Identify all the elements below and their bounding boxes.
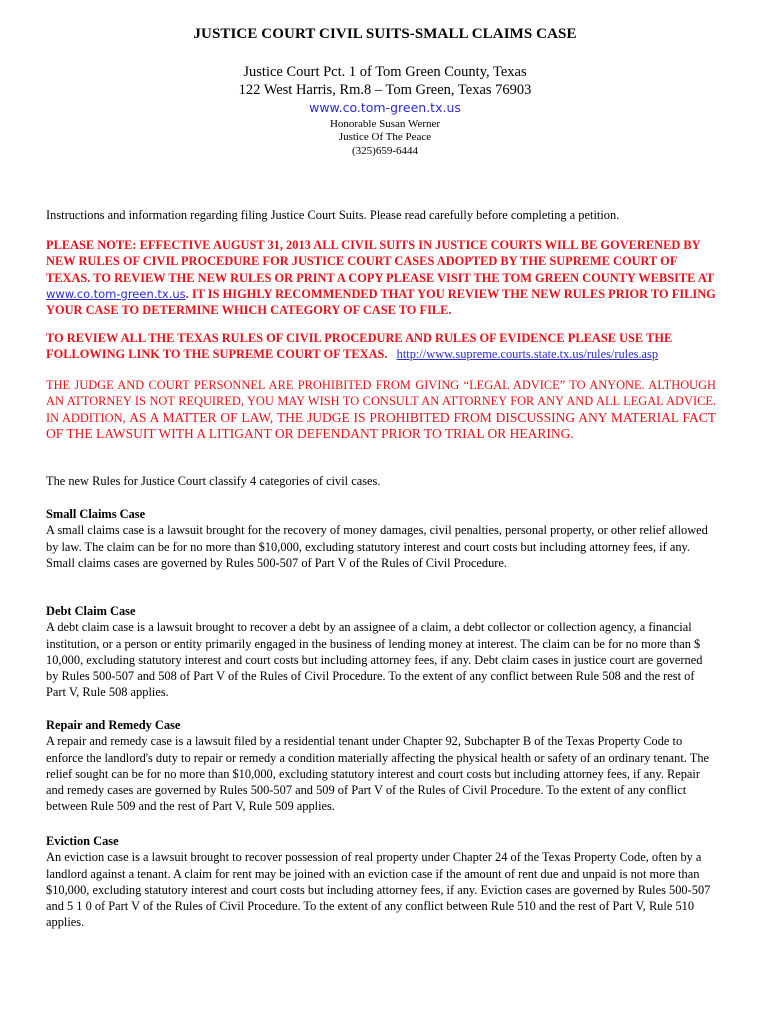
notice-rules-link <box>46 330 716 363</box>
court-name: Justice Court Pct. 1 of Tom Green County, Texas <box>243 64 527 80</box>
court-address: 122 West Harris, Rm.8 – Tom Green, Texas 76903 <box>238 82 532 98</box>
section-debt-claim <box>46 603 716 701</box>
court-phone: (325)659-6444 <box>352 145 418 157</box>
notice-legal-advice <box>46 377 716 442</box>
section-heading: Eviction Case <box>46 834 119 848</box>
section-repair-remedy <box>46 717 716 815</box>
section-eviction <box>46 833 716 931</box>
section-body: An eviction case is a lawsuit brought to recover possession of real property under Chapter 24 of the Texas Property Code, often by a landlord against a tenant. A claim for rent may be joined with an eviction case if the amount of rent due and unpaid is not more than $10,000, excluding statutory interest and court costs but including attorney fees, if any. Eviction cases are governed by Rules 500-507 and 5 1 0 of Part V of the Rules of Civil Procedure. To the extent of any conflict between Rule 510 and the rest of Part V, Rule 510 applies. <box>46 850 711 930</box>
document-title: JUSTICE COURT CIVIL SUITS-SMALL CLAIMS CASE <box>193 26 577 42</box>
notice-new-rules <box>46 237 716 318</box>
section-small-claims <box>46 506 716 571</box>
notice-rules-link-text: TO REVIEW ALL THE TEXAS RULES OF CIVIL PROCEDURE AND RULES OF EVIDENCE PLEASE USE THE FOLLOWING LINK TO THE SUPREME COURT OF TEXAS. <box>46 331 673 362</box>
section-heading: Repair and Remedy Case <box>46 718 181 732</box>
county-website-link[interactable]: www.co.tom-green.tx.us <box>46 286 186 301</box>
section-body: A repair and remedy case is a lawsuit filed by a residential tenant under Chapter 92, Subchapter B of the Texas Property Code to enforce the landlord's duty to repair or remedy a condition materially affecting the physical health or safety of an ordinary tenant. The relief sought can be for no more than $10,000, excluding statutory interest and court costs but including attorney fees, if any. Repair and remedy cases are governed by Rules 500-507 and 509 of Part V of the Rules of Civil Procedure. To the extent of any conflict between Rule 509 and the rest of Part V, Rule 509 applies. <box>46 734 710 814</box>
section-heading: Debt Claim Case <box>46 604 136 618</box>
section-body: A small claims case is a lawsuit brought for the recovery of money damages, civil penalties, personal property, or other relief allowed by law. The claim can be for no more than $10,000, excluding statutory interest and court costs but including attorney fees, if any. Small claims cases are governed by Rules 500-507 of Part V of the Rules of Civil Procedure. <box>46 523 708 570</box>
judge-name: Honorable Susan Werner <box>329 118 441 130</box>
notice-new-rules-text-cont: . IT IS HIGHLY RECOMMENDED THAT YOU REVIEW THE NEW RULES PRIOR TO FILING YOUR CASE TO DETERMINE WHICH CATEGORY OF CASE TO FILE. <box>46 286 716 318</box>
judge-title: Justice Of The Peace <box>338 131 432 143</box>
court-website-link[interactable]: www.co.tom-green.tx.us <box>309 100 461 115</box>
supreme-court-rules-link[interactable]: http://www.supreme.courts.state.tx.us/rules/rules.asp <box>396 347 659 362</box>
notice-legal-advice-emphasis: AS A MATTER OF LAW, THE JUDGE IS PROHIBITED FROM DISCUSSING ANY MATERIAL FACT OF THE LAWSUIT WITH A LITIGANT OR DEFENDANT PRIOR TO TRIAL OR HEARING. <box>46 409 716 441</box>
notice-new-rules-text: PLEASE NOTE: EFFECTIVE AUGUST 31, 2013 ALL CIVIL SUITS IN JUSTICE COURTS WILL BE GOVERENED BY NEW RULES OF CIVIL PROCEDURE FOR JUSTICE COURT CASES ADOPTED BY THE SUPREME COURT OF TEXAS. TO REVIEW THE NEW RULES OR PRINT A COPY PLEASE VISIT THE TOM GREEN COUNTY WEBSITE AT <box>46 238 714 285</box>
categories-intro: The new Rules for Justice Court classify 4 categories of civil cases. <box>46 474 381 488</box>
section-heading: Small Claims Case <box>46 507 146 521</box>
notice-legal-advice-text: THE JUDGE AND COURT PERSONNEL ARE PROHIBITED FROM GIVING “LEGAL ADVICE” TO ANYONE. ALTHOUGH AN ATTORNEY IS NOT REQUIRED, YOU MAY WISH TO CONSULT AN ATTORNEY FOR ANY AND ALL LEGAL ADVICE. IN ADDITION, <box>46 378 716 425</box>
section-body: A debt claim case is a lawsuit brought to recover a debt by an assignee of a claim, a debt collector or collection agency, a financial institution, or a person or entity primarily engaged in the business of lending money at interest. The claim can be for no more than $ 10,000, excluding statutory interest and court costs but including attorney fees, if any. Debt claim cases in justice court are governed by Rules 500-507 and 508 of Part V of the Rules of Civil Procedure. To the extent of any conflict between Rule 508 and the rest of Part V, Rule 508 applies. <box>46 620 703 700</box>
intro-text: Instructions and information regarding filing Justice Court Suits. Please read carefully before completing a petition. <box>46 208 620 222</box>
